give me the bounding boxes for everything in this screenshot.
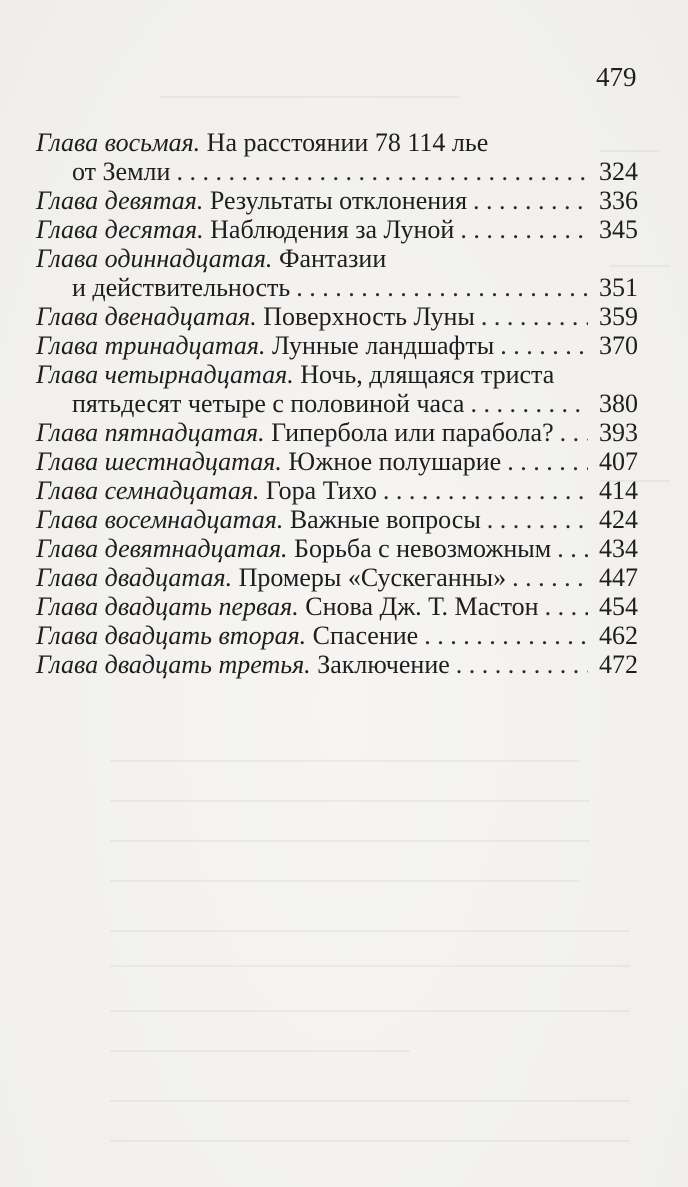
toc-entry (36, 563, 638, 592)
dot-leader (460, 215, 588, 244)
chapter-label: Глава двадцать первая. (36, 592, 299, 621)
toc-line (36, 186, 638, 215)
toc-line (36, 650, 638, 679)
chapter-title: Гора Тихо (265, 476, 377, 505)
dot-leader (176, 157, 588, 186)
page-ref: 370 (599, 331, 638, 360)
chapter-label: Глава семнадцатая. (36, 476, 260, 505)
toc-entry (36, 302, 638, 331)
toc-entry (36, 621, 638, 650)
chapter-label: Глава девятнадцатая. (36, 534, 288, 563)
chapter-title: Промеры «Сускеганны» (238, 563, 507, 592)
chapter-label: Глава пятнадцатая. (36, 418, 265, 447)
page-ref: 462 (599, 621, 638, 650)
dot-leader (560, 418, 588, 447)
page-ref: 336 (599, 186, 638, 215)
toc-line (36, 592, 638, 621)
page-ref: 359 (599, 302, 638, 331)
chapter-label: Глава десятая. (36, 215, 204, 244)
toc-line (36, 331, 638, 360)
page-ref: 345 (599, 215, 638, 244)
dot-leader (557, 534, 588, 563)
page-ref: 414 (599, 476, 638, 505)
table-of-contents (36, 128, 638, 679)
chapter-label: Глава восьмая. (36, 128, 201, 157)
toc-entry (36, 244, 638, 302)
page-ref: 380 (599, 389, 638, 418)
toc-line (36, 418, 638, 447)
toc-entry (36, 418, 638, 447)
chapter-title: от Земли (72, 157, 171, 186)
dot-leader (296, 273, 588, 302)
chapter-label: Глава двадцать третья. (36, 650, 311, 679)
chapter-title: пятьдесят четыре с половиной часа (72, 389, 465, 418)
page-ref: 393 (599, 418, 638, 447)
chapter-label: Глава двенадцатая. (36, 302, 257, 331)
chapter-label: Глава девятая. (36, 186, 204, 215)
dot-leader (383, 476, 588, 505)
toc-line (36, 128, 638, 157)
toc-line (36, 302, 638, 331)
toc-entry (36, 331, 638, 360)
chapter-title: Спасение (312, 621, 419, 650)
toc-line-continuation (36, 273, 638, 302)
page-ref: 407 (599, 447, 638, 476)
chapter-title: Гипербола или парабола? (271, 418, 554, 447)
chapter-label: Глава одиннадцатая. (36, 244, 273, 273)
toc-entry (36, 476, 638, 505)
dot-leader (507, 447, 588, 476)
toc-line (36, 360, 638, 389)
chapter-title: Поверхность Луны (263, 302, 475, 331)
page-ref: 351 (599, 273, 638, 302)
toc-entry (36, 534, 638, 563)
dot-leader (473, 186, 588, 215)
dot-leader (500, 331, 588, 360)
toc-entry (36, 650, 638, 679)
dot-leader (545, 592, 588, 621)
page-ref: 472 (599, 650, 638, 679)
chapter-title: и действительность (72, 273, 291, 302)
chapter-label: Глава четырнадцатая. (36, 360, 294, 389)
toc-entry (36, 592, 638, 621)
dot-leader (481, 302, 588, 331)
toc-entry (36, 505, 638, 534)
dot-leader (470, 389, 588, 418)
chapter-title: Фантазии (278, 244, 387, 273)
chapter-title: Заключение (317, 650, 450, 679)
dot-leader (487, 505, 588, 534)
toc-line-continuation (36, 157, 638, 186)
chapter-title: Южное полушарие (288, 447, 502, 476)
chapter-label: Глава тринадцатая. (36, 331, 266, 360)
toc-line (36, 244, 638, 273)
toc-line (36, 534, 638, 563)
toc-line (36, 563, 638, 592)
chapter-title: Важные вопросы (289, 505, 481, 534)
dot-leader (456, 650, 588, 679)
page-ref: 324 (599, 157, 638, 186)
chapter-title: Лунные ландшафты (272, 331, 495, 360)
chapter-label: Глава восемнадцатая. (36, 505, 284, 534)
chapter-title: Борьба с невозможным (294, 534, 552, 563)
chapter-title: На расстоянии 78 114 лье (206, 128, 489, 157)
chapter-label: Глава двадцатая. (36, 563, 233, 592)
toc-entry (36, 186, 638, 215)
page-ref: 454 (599, 592, 638, 621)
toc-line (36, 476, 638, 505)
toc-line-continuation (36, 389, 638, 418)
toc-entry (36, 447, 638, 476)
chapter-title: Ночь, длящаяся триста (300, 360, 555, 389)
toc-line (36, 215, 638, 244)
toc-line (36, 621, 638, 650)
toc-line (36, 447, 638, 476)
chapter-title: Наблюдения за Луной (210, 215, 455, 244)
dot-leader (512, 563, 588, 592)
chapter-title: Результаты отклонения (209, 186, 468, 215)
dot-leader (424, 621, 588, 650)
chapter-label: Глава двадцать вторая. (36, 621, 307, 650)
toc-line (36, 505, 638, 534)
chapter-title: Снова Дж. Т. Мастон (305, 592, 539, 621)
page-ref: 447 (599, 563, 638, 592)
page-ref: 424 (599, 505, 638, 534)
toc-entry (36, 215, 638, 244)
toc-entry (36, 128, 638, 186)
toc-entry (36, 360, 638, 418)
page-number: 479 (596, 62, 637, 92)
chapter-label: Глава шестнадцатая. (36, 447, 282, 476)
page-ref: 434 (599, 534, 638, 563)
